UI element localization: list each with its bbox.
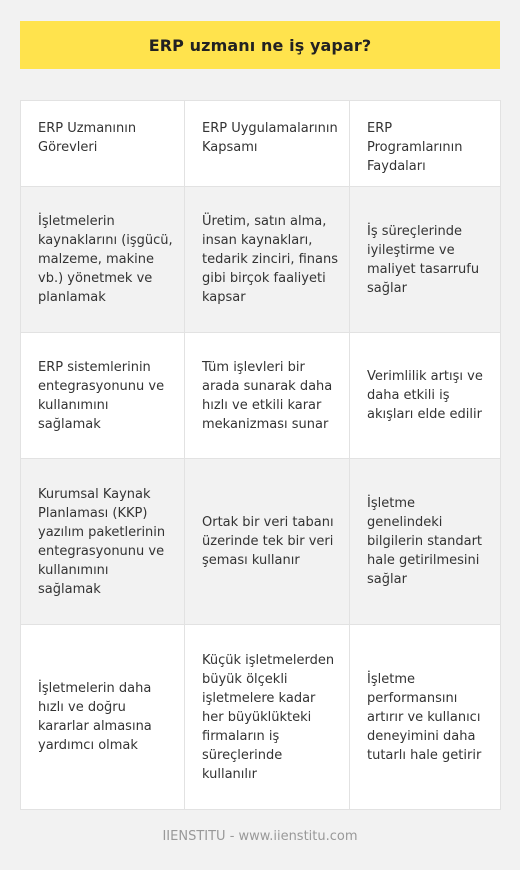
table-cell: İşletme genelindeki bilgilerin standart hale getirilmesini sağlar — [350, 459, 501, 625]
table-cell: İşletmelerin daha hızlı ve doğru kararlar almasına yardımcı olmak — [21, 625, 185, 810]
title-banner — [20, 21, 500, 69]
table-header-row — [21, 101, 501, 187]
table-row — [21, 459, 501, 625]
header-cell-scope: ERP Uygulamalarının Kapsamı — [185, 101, 350, 187]
table-cell: İş süreçlerinde iyileştirme ve maliyet tasarrufu sağlar — [350, 187, 501, 333]
table-cell: İşletmelerin kaynaklarını (işgücü, malzeme, makine vb.) yönetmek ve planlamak — [21, 187, 185, 333]
header-cell-benefits: ERP Programlarının Faydaları — [350, 101, 501, 187]
table-cell: Küçük işletmelerden büyük ölçekli işletmelere kadar her büyüklükteki firmaların iş süreçlerinde kullanılır — [185, 625, 350, 810]
page-title: ERP uzmanı ne iş yapar? — [148, 35, 372, 55]
table-row — [21, 187, 501, 333]
table-cell: Kurumsal Kaynak Planlaması (KKP) yazılım paketlerinin entegrasyonunu ve kullanımını sağlamak — [21, 459, 185, 625]
table-cell: Tüm işlevleri bir arada sunarak daha hızlı ve etkili karar mekanizması sunar — [185, 333, 350, 459]
table-cell: Ortak bir veri tabanı üzerinde tek bir veri şeması kullanır — [185, 459, 350, 625]
erp-comparison-table — [20, 100, 501, 810]
table-cell: Verimlilik artışı ve daha etkili iş akışları elde edilir — [350, 333, 501, 459]
table-cell: Üretim, satın alma, insan kaynakları, tedarik zinciri, finans gibi birçok faaliyeti kapsar — [185, 187, 350, 333]
table-cell: ERP sistemlerinin entegrasyonunu ve kullanımını sağlamak — [21, 333, 185, 459]
table-row — [21, 625, 501, 810]
table-row — [21, 333, 501, 459]
table-cell: İşletme performansını artırır ve kullanıcı deneyimini daha tutarlı hale getirir — [350, 625, 501, 810]
footer-credit: IIENSTITU - www.iienstitu.com — [162, 829, 358, 844]
header-cell-duties: ERP Uzmanının Görevleri — [21, 101, 185, 187]
